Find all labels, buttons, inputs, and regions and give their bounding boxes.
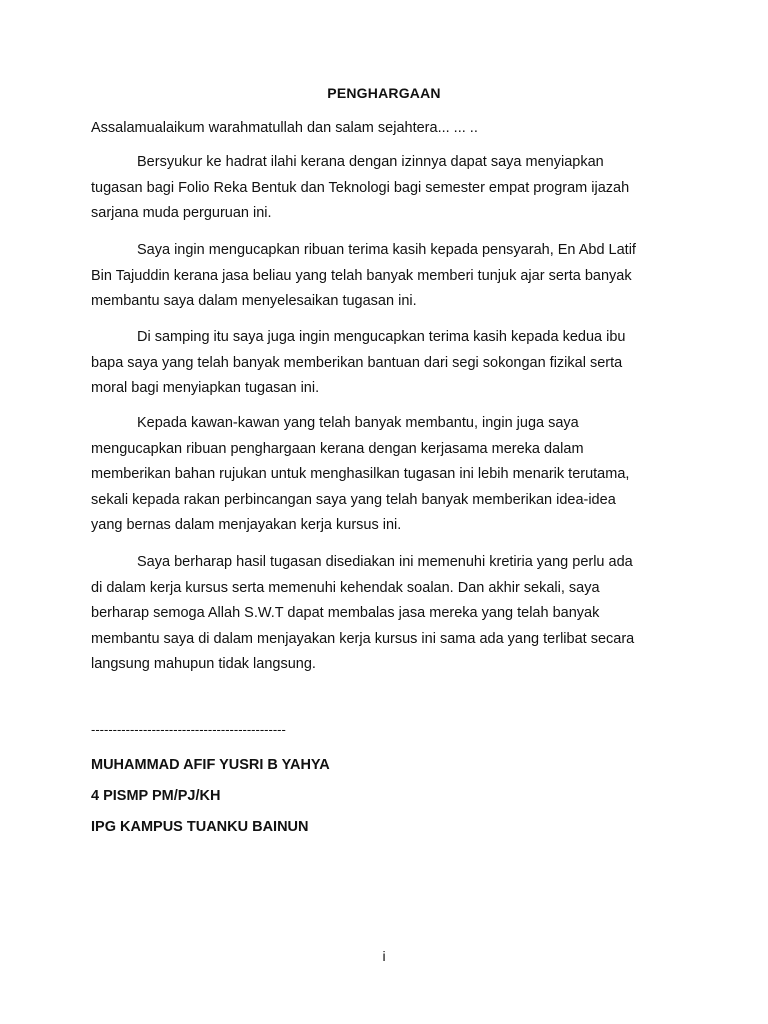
greeting-text: Assalamualaikum warahmatullah dan salam sejahtera... ... .. (91, 120, 478, 136)
paragraph-line: mengucapkan ribuan penghargaan kerana dengan kerjasama mereka dalam (91, 440, 584, 457)
paragraph-line: moral bagi menyiapkan tugasan ini. (91, 380, 320, 396)
signatory-class: 4 PISMP PM/PJ/KH (91, 788, 221, 804)
paragraph (91, 411, 681, 539)
paragraph-line: di dalam kerja kursus serta memenuhi kehendak soalan. Dan akhir sekali, saya (91, 579, 600, 596)
paragraph-line: Di samping itu saya juga ingin mengucapkan terima kasih kepada kedua ibu (137, 329, 626, 345)
paragraph-line: langsung mahupun tidak langsung. (91, 656, 316, 672)
paragraph (91, 150, 681, 227)
paragraph-line: sarjana muda perguruan ini. (91, 205, 272, 221)
signature-line: --------------------------------------------- (91, 722, 286, 737)
paragraph-line: membantu saya di dalam menjayakan kerja kursus ini sama ada yang terlibat secara (91, 630, 635, 647)
paragraph-line: tugasan bagi Folio Reka Bentuk dan Teknologi bagi semester empat program ijazah (91, 179, 630, 196)
paragraph-line: Saya berharap hasil tugasan disediakan ini memenuhi kretiria yang perlu ada (137, 554, 633, 570)
paragraph-line: yang bernas dalam menjayakan kerja kursus ini. (91, 517, 402, 533)
paragraph (91, 550, 681, 678)
signatory-campus: IPG KAMPUS TUANKU BAINUN (91, 819, 309, 835)
paragraph-line: berharap semoga Allah S.W.T dapat membalas jasa mereka yang telah banyak (91, 605, 600, 621)
paragraph (91, 325, 681, 402)
paragraph (91, 238, 681, 315)
page-number: i (382, 948, 386, 964)
document-title: PENGHARGAAN (327, 85, 441, 101)
paragraph-line: sekali kepada rakan perbincangan saya yang telah banyak memberikan idea-idea (91, 491, 616, 508)
signatory-name: MUHAMMAD AFIF YUSRI B YAHYA (91, 757, 330, 773)
paragraph-line: Bin Tajuddin kerana jasa beliau yang telah banyak memberi tunjuk ajar serta banyak (91, 267, 632, 284)
paragraph-line: Saya ingin mengucapkan ribuan terima kasih kepada pensyarah, En Abd Latif (137, 242, 636, 258)
paragraph-line: membantu saya dalam menyelesaikan tugasan ini. (91, 293, 417, 309)
paragraph-line: bapa saya yang telah banyak memberikan bantuan dari segi sokongan fizikal serta (91, 354, 623, 371)
paragraph-line: memberikan bahan rujukan untuk menghasilkan tugasan ini lebih menarik terutama, (91, 466, 630, 482)
paragraph-line: Kepada kawan-kawan yang telah banyak membantu, ingin juga saya (137, 415, 579, 431)
paragraph-line: Bersyukur ke hadrat ilahi kerana dengan izinnya dapat saya menyiapkan (137, 154, 604, 170)
